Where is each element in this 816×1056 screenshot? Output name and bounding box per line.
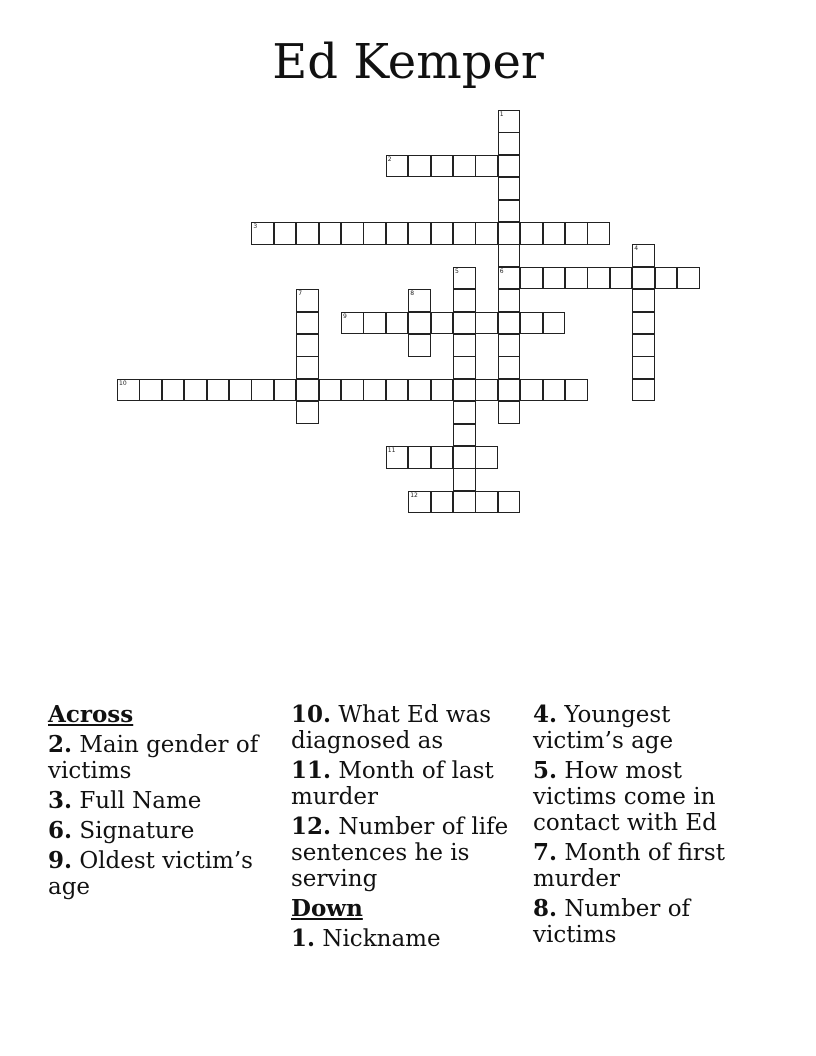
grid-cell[interactable] bbox=[363, 379, 386, 402]
grid-cell[interactable] bbox=[453, 379, 476, 402]
clue-number: 5. bbox=[533, 757, 558, 784]
grid-cell[interactable] bbox=[453, 334, 476, 357]
cell-number: 9 bbox=[343, 312, 347, 320]
clue-number: 3. bbox=[48, 787, 73, 814]
grid-cell[interactable] bbox=[453, 312, 476, 335]
clue-down-4 bbox=[533, 702, 765, 754]
clue-text: Number of victims bbox=[533, 896, 691, 948]
grid-cell[interactable] bbox=[431, 446, 454, 469]
grid-cell[interactable] bbox=[341, 312, 364, 335]
grid-cell[interactable] bbox=[363, 312, 386, 335]
grid-cell[interactable] bbox=[251, 222, 274, 245]
grid-cell[interactable] bbox=[274, 222, 297, 245]
grid-cell[interactable] bbox=[632, 289, 655, 312]
grid-cell[interactable] bbox=[498, 289, 521, 312]
grid-cell[interactable] bbox=[475, 312, 498, 335]
grid-cell[interactable] bbox=[386, 379, 409, 402]
clue-down-8 bbox=[533, 896, 765, 948]
clue-text: Full Name bbox=[72, 788, 202, 814]
clue-number: 8. bbox=[533, 895, 558, 922]
grid-cell[interactable] bbox=[498, 356, 521, 379]
grid-cell[interactable] bbox=[587, 267, 610, 290]
clue-across-10 bbox=[291, 702, 523, 754]
grid-cell[interactable] bbox=[453, 289, 476, 312]
grid-cell[interactable] bbox=[341, 379, 364, 402]
cell-number: 1 bbox=[499, 111, 504, 118]
cell-number: 2 bbox=[387, 155, 392, 163]
clue-text: Month of first murder bbox=[533, 840, 725, 892]
grid-cell[interactable] bbox=[453, 222, 476, 245]
grid-cell[interactable] bbox=[632, 334, 655, 357]
cell-number: 10 bbox=[119, 379, 127, 387]
clue-text: What Ed was diagnosed as bbox=[291, 702, 492, 754]
grid-cell[interactable] bbox=[498, 401, 521, 424]
grid-cell[interactable] bbox=[453, 356, 476, 379]
grid-cell[interactable] bbox=[498, 132, 521, 155]
grid-cell[interactable] bbox=[431, 491, 454, 514]
grid-cell[interactable] bbox=[184, 379, 207, 402]
grid-cell[interactable] bbox=[431, 379, 454, 402]
clue-across-11 bbox=[291, 758, 523, 810]
grid-cell[interactable] bbox=[498, 155, 521, 178]
grid-cell[interactable] bbox=[498, 491, 521, 514]
grid-cell[interactable] bbox=[655, 267, 678, 290]
grid-cell[interactable] bbox=[453, 424, 476, 447]
grid-cell[interactable] bbox=[162, 379, 185, 402]
grid-cell[interactable] bbox=[117, 379, 140, 402]
clue-text: Number of life sentences he is serving bbox=[291, 814, 509, 892]
grid-cell[interactable] bbox=[632, 244, 655, 267]
cell-number: 6 bbox=[499, 267, 504, 275]
grid-cell[interactable] bbox=[498, 312, 521, 335]
down-heading: Down bbox=[291, 895, 363, 922]
grid-cell[interactable] bbox=[296, 379, 319, 402]
grid-cell[interactable] bbox=[498, 244, 521, 267]
grid-cell[interactable] bbox=[565, 379, 588, 402]
grid-cell[interactable] bbox=[498, 222, 521, 245]
grid-cell[interactable] bbox=[543, 312, 566, 335]
clue-text: Main gender of victims bbox=[48, 732, 259, 784]
grid-cell[interactable] bbox=[386, 446, 409, 469]
grid-cell[interactable] bbox=[431, 312, 454, 335]
grid-cell[interactable] bbox=[498, 267, 521, 290]
grid-cell[interactable] bbox=[296, 401, 319, 424]
grid-cell[interactable] bbox=[520, 222, 543, 245]
clue-number: 10. bbox=[291, 701, 332, 728]
clue-column-3 bbox=[533, 702, 765, 952]
grid-cell[interactable] bbox=[296, 289, 319, 312]
clue-text: Youngest victim’s age bbox=[533, 702, 674, 754]
clue-number: 1. bbox=[291, 925, 316, 952]
grid-cell[interactable] bbox=[632, 356, 655, 379]
grid-cell[interactable] bbox=[498, 200, 521, 223]
grid-cell[interactable] bbox=[296, 312, 319, 335]
grid-cell[interactable] bbox=[453, 267, 476, 290]
clue-across-6 bbox=[48, 818, 280, 844]
grid-cell[interactable] bbox=[251, 379, 274, 402]
grid-cell[interactable] bbox=[475, 446, 498, 469]
grid-cell[interactable] bbox=[386, 155, 409, 178]
grid-cell[interactable] bbox=[139, 379, 162, 402]
grid-cell[interactable] bbox=[498, 110, 521, 133]
cell-number: 5 bbox=[455, 267, 459, 275]
grid-cell[interactable] bbox=[431, 155, 454, 178]
grid-cell[interactable] bbox=[386, 312, 409, 335]
grid-cell[interactable] bbox=[475, 155, 498, 178]
grid-cell[interactable] bbox=[520, 312, 543, 335]
grid-cell[interactable] bbox=[408, 312, 431, 335]
clue-down-7 bbox=[533, 840, 765, 892]
grid-cell[interactable] bbox=[565, 222, 588, 245]
grid-cell[interactable] bbox=[408, 222, 431, 245]
grid-cell[interactable] bbox=[408, 446, 431, 469]
grid-cell[interactable] bbox=[677, 267, 700, 290]
cell-number: 3 bbox=[253, 223, 258, 230]
cell-number: 8 bbox=[410, 290, 415, 298]
cell-number: 12 bbox=[410, 491, 418, 499]
clue-number: 9. bbox=[48, 847, 73, 874]
grid-cell[interactable] bbox=[475, 379, 498, 402]
grid-cell[interactable] bbox=[341, 222, 364, 245]
clue-number: 7. bbox=[533, 839, 558, 866]
grid-cell[interactable] bbox=[498, 334, 521, 357]
grid-cell[interactable] bbox=[453, 468, 476, 491]
cell-number: 4 bbox=[634, 245, 639, 253]
clue-down-5 bbox=[533, 758, 765, 836]
grid-cell[interactable] bbox=[296, 334, 319, 357]
grid-cell[interactable] bbox=[543, 267, 566, 290]
grid-cell[interactable] bbox=[587, 222, 610, 245]
grid-cell[interactable] bbox=[274, 379, 297, 402]
grid-cell[interactable] bbox=[319, 222, 342, 245]
clue-text: How most victims come in contact with Ed bbox=[533, 758, 717, 836]
grid-cell[interactable] bbox=[207, 379, 230, 402]
grid-cell[interactable] bbox=[408, 155, 431, 178]
grid-cell[interactable] bbox=[632, 379, 655, 402]
across-heading: Across bbox=[48, 701, 134, 728]
clue-number: 2. bbox=[48, 731, 73, 758]
clue-across-3 bbox=[48, 788, 280, 814]
clue-text: Signature bbox=[72, 818, 195, 844]
cell-number: 7 bbox=[298, 290, 303, 298]
puzzle-title: Ed Kemper bbox=[272, 34, 544, 90]
clue-column-2 bbox=[291, 702, 523, 956]
cell-number: 11 bbox=[387, 447, 396, 454]
clue-number: 11. bbox=[291, 757, 332, 784]
grid-cell[interactable] bbox=[632, 267, 655, 290]
grid-cell[interactable] bbox=[520, 379, 543, 402]
grid-cell[interactable] bbox=[431, 222, 454, 245]
clue-across-9 bbox=[48, 848, 280, 900]
grid-cell[interactable] bbox=[319, 379, 342, 402]
grid-cell[interactable] bbox=[498, 177, 521, 200]
clue-number: 4. bbox=[533, 701, 558, 728]
grid-cell[interactable] bbox=[408, 491, 431, 514]
grid-cell[interactable] bbox=[296, 222, 319, 245]
grid-cell[interactable] bbox=[408, 379, 431, 402]
clue-text: Month of last murder bbox=[291, 758, 494, 810]
clue-text: Oldest victim’s age bbox=[48, 848, 253, 900]
grid-cell[interactable] bbox=[632, 312, 655, 335]
grid-cell[interactable] bbox=[296, 356, 319, 379]
clue-text: Nickname bbox=[315, 926, 441, 952]
clue-column-1 bbox=[48, 702, 280, 904]
clue-down-1 bbox=[291, 926, 523, 952]
clue-number: 12. bbox=[291, 813, 332, 840]
grid-cell[interactable] bbox=[475, 491, 498, 514]
grid-cell[interactable] bbox=[565, 267, 588, 290]
grid-cell[interactable] bbox=[475, 222, 498, 245]
grid-cell[interactable] bbox=[543, 379, 566, 402]
grid-cell[interactable] bbox=[229, 379, 252, 402]
grid-cell[interactable] bbox=[610, 267, 633, 290]
grid-cell[interactable] bbox=[453, 155, 476, 178]
grid-cell[interactable] bbox=[408, 289, 431, 312]
grid-cell[interactable] bbox=[498, 379, 521, 402]
grid-cell[interactable] bbox=[453, 446, 476, 469]
grid-cell[interactable] bbox=[408, 334, 431, 357]
grid-cell[interactable] bbox=[520, 267, 543, 290]
clue-across-12 bbox=[291, 814, 523, 892]
grid-cell[interactable] bbox=[543, 222, 566, 245]
clue-number: 6. bbox=[48, 817, 73, 844]
clue-across-2 bbox=[48, 732, 280, 784]
grid-cell[interactable] bbox=[453, 401, 476, 424]
grid-cell[interactable] bbox=[363, 222, 386, 245]
grid-cell[interactable] bbox=[453, 491, 476, 514]
grid-cell[interactable] bbox=[386, 222, 409, 245]
